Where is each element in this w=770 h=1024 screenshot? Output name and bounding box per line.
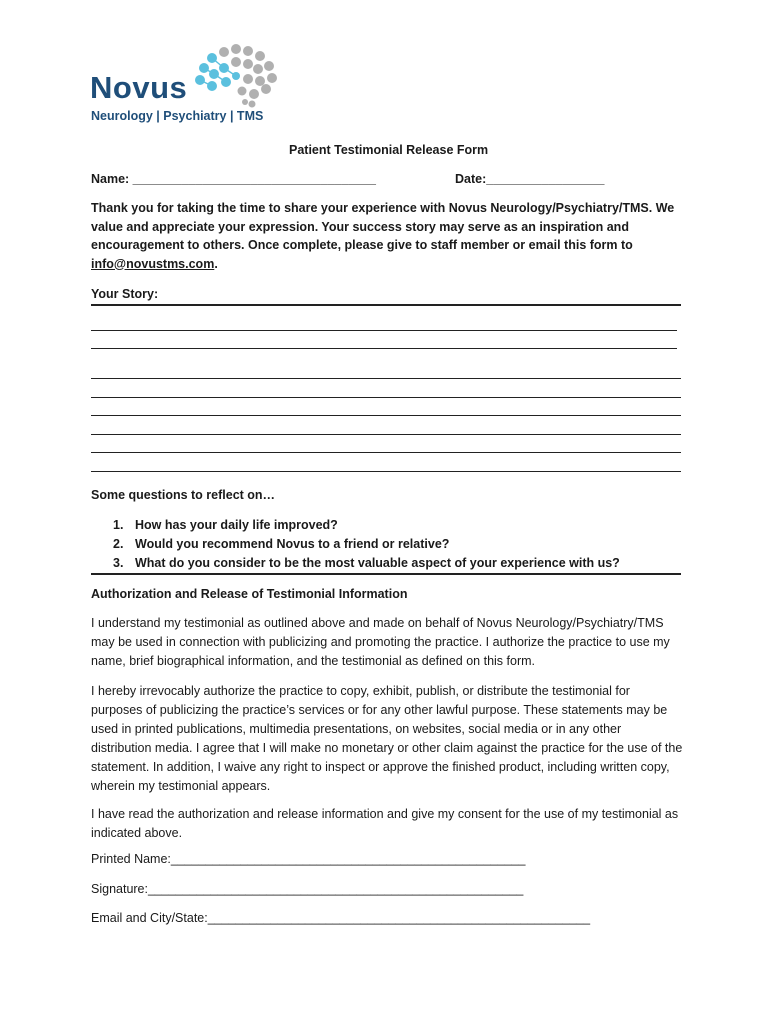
printed-name-field[interactable]: Printed Name:___________________________________________________	[91, 852, 526, 866]
signature-field[interactable]: Signature:______________________________________________________	[91, 882, 524, 896]
questions-bottom-rule	[91, 573, 681, 575]
question-number: 2.	[113, 537, 124, 551]
brain-network-icon	[190, 44, 280, 108]
story-line[interactable]	[91, 452, 681, 453]
story-line[interactable]	[91, 348, 677, 349]
story-line[interactable]	[91, 434, 681, 435]
question-text: How has your daily life improved?	[135, 518, 338, 532]
story-line[interactable]	[91, 415, 681, 416]
question-number: 1.	[113, 518, 124, 532]
question-item	[113, 516, 620, 535]
email-link[interactable]: info@novustms.com	[91, 256, 215, 271]
consent-paragraph: I have read the authorization and release information and give my consent for the use of my testimonial as indicated above.	[91, 807, 679, 840]
story-top-rule	[91, 304, 681, 306]
intro-end: .	[214, 256, 218, 271]
novus-logo	[90, 44, 290, 128]
story-line[interactable]	[91, 471, 681, 472]
question-text: Would you recommend Novus to a friend or relative?	[135, 537, 450, 551]
intro-text: Thank you for taking the time to share your experience with Novus Neurology/Psychiatry/TMS. We value and appreciate your expression. Your success story may serve as an inspiration and encouragement to others. Once complete, please give to staff member or email this form to	[91, 201, 675, 252]
story-line[interactable]	[91, 330, 677, 331]
question-text: What do you consider to be the most valuable aspect of your experience with us?	[135, 556, 620, 570]
form-title: Patient Testimonial Release Form	[289, 143, 489, 157]
story-line[interactable]	[91, 397, 681, 398]
logo-subtitle: Neurology | Psychiatry | TMS	[91, 109, 264, 123]
name-field[interactable]: Name: ___________________________________	[91, 172, 376, 186]
story-line[interactable]	[91, 378, 681, 379]
question-item	[113, 535, 620, 554]
question-item	[113, 554, 620, 573]
authorization-title: Authorization and Release of Testimonial Information	[91, 587, 408, 601]
your-story-label: Your Story:	[91, 287, 159, 301]
authorization-paragraph-1: I understand my testimonial as outlined above and made on behalf of Novus Neurology/Psychiatry/TMS may be used in connection with publicizing and promoting the practice. I authorize the practice to use my name, brief biographical information, and the testimonial as defined on this form.	[91, 616, 670, 668]
authorization-paragraph-2: I hereby irrevocably authorize the practice to copy, exhibit, publish, or distribute the testimonial for purposes of publicizing the practice’s services or for any other lawful purpose. These statements may be used in printed publications, multimedia presentations, on websites, social media or in any other distribution media. I agree that I will make no monetary or other claim against the practice for the use of the statement. In addition, I waive any right to inspect or approve the finished product, including written copy, wherein my testimonial appears.	[91, 684, 683, 793]
logo-wordmark: Novus	[90, 70, 188, 105]
reflect-heading: Some questions to reflect on…	[91, 488, 276, 502]
question-list	[113, 516, 620, 573]
question-number: 3.	[113, 556, 124, 570]
date-field[interactable]: Date:_________________	[455, 172, 605, 186]
intro-paragraph	[91, 199, 681, 273]
email-city-field[interactable]: Email and City/State:_______________________________________________________	[91, 911, 591, 925]
